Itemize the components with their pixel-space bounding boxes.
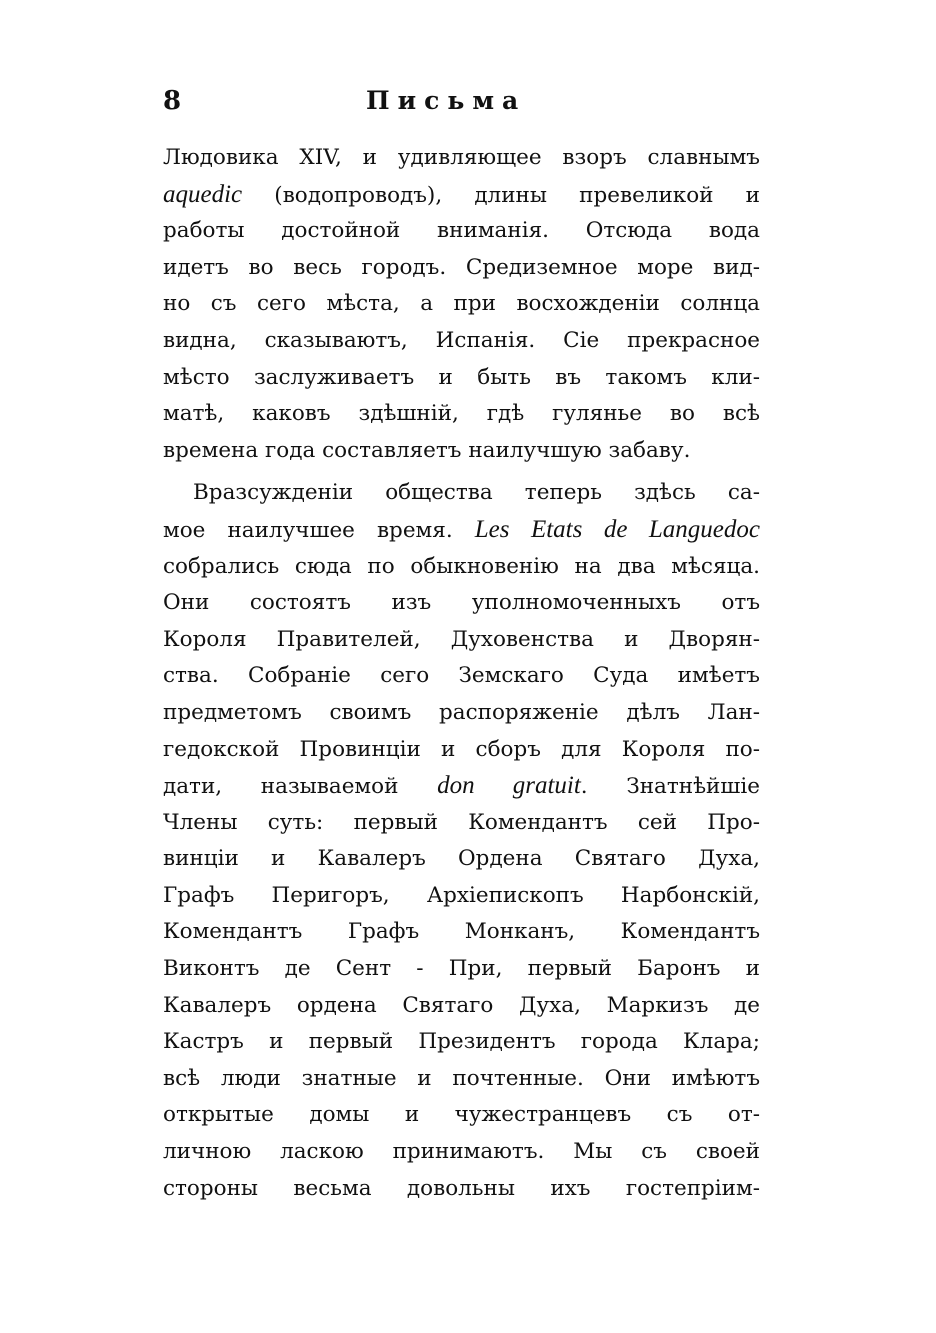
text-line: Кастръ и первый Президентъ города Клара; [163,1029,760,1055]
text-line: дати, называемой don gratuit. Знатнѣйшіе [163,772,760,800]
text-line: но съ сего мѣста, а при восхожденіи солнца [163,291,760,317]
text-line: Вразсужденіи общества теперь здѣсь са- [193,480,760,506]
text-line: всѣ люди знатные и почтенные. Они имѣютъ [163,1065,760,1091]
page-number: 8 [163,86,182,116]
text-line: матѣ, каковъ здѣшній, гдѣ гулянье во всѣ [163,401,760,427]
text-line: мѣсто заслуживаетъ и быть въ такомъ кли- [163,364,760,390]
text-line: личною ласкою принимаютъ. Мы съ своей [163,1139,760,1165]
text-line: работы достойной вниманія. Отсюда вода [163,218,760,244]
italic-phrase: Les Etats de Languedoc [474,515,760,543]
text-line: Кавалеръ ордена Святаго Духа, Маркизъ де [163,992,760,1018]
text-line: ства. Собраніе сего Земскаго Суда имѣетъ [163,663,760,689]
text-line: Комендантъ Графъ Монканъ, Комендантъ [163,919,760,945]
italic-phrase: aquedic [163,180,243,208]
text-line: Виконтъ де Сент - При, первый Баронъ и [163,956,760,982]
text-line: гедокской Провинціи и сборъ для Короля по- [163,736,760,762]
text-line: aquedic (водопроводъ), длины превеликой и [163,180,760,208]
body-text [163,140,760,1207]
text-line: Графъ Перигоръ, Архіепископъ Нарбонскій, [163,882,760,908]
text-line: стороны весьма довольны ихъ гостепріим- [163,1175,760,1201]
running-head: Письма [366,86,527,115]
text-line: мое наилучшее время. Les Etats de Languedoc [163,515,760,543]
text-line: видна, сказываютъ, Испанія. Сіе прекрасное [163,327,760,353]
text-line: идетъ во весь городъ. Средиземное море вид- [163,254,760,280]
italic-phrase: don gratuit [437,772,581,800]
text-line: Члены суть: первый Комендантъ сей Про- [163,809,760,835]
text-line: открытые домы и чужестранцевъ съ от- [163,1102,760,1128]
text-line: Они состоятъ изъ уполномоченныхъ отъ [163,590,760,616]
text-line: собрались сюда по обыкновенію на два мѣсяца. [163,553,760,579]
text-line: времена года составляетъ наилучшую забаву. [163,437,691,463]
text-line: Короля Правителей, Духовенства и Дворян- [163,626,760,652]
text-line: предметомъ своимъ распоряженіе дѣлъ Лан- [163,699,760,725]
text-line: винціи и Кавалеръ Ордена Святаго Духа, [163,846,760,872]
text-line: Людовика XIV, и удивляющее взоръ славнымъ [163,145,760,170]
